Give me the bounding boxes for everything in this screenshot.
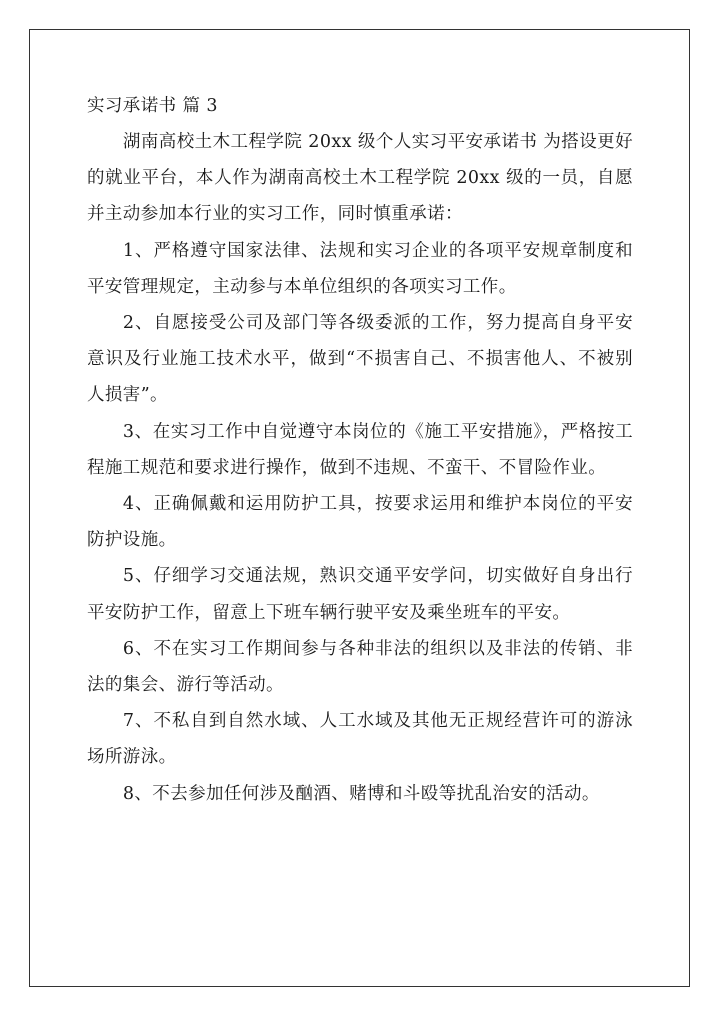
pledge-item-3: 3、在实习工作中自觉遵守本岗位的《施工平安措施》，严格按工程施工规范和要求进行操作，做到不违规、不蛮干、不冒险作业。 (87, 421, 633, 478)
pledge-item-7: 7、不私自到自然水域、人工水域及其他无正规经营许可的游泳场所游泳。 (87, 711, 633, 768)
document-body (87, 88, 633, 812)
pledge-item-5: 5、仔细学习交通法规，熟识交通平安学问，切实做好自身出行平安防护工作，留意上下班车辆行驶平安及乘坐班车的平安。 (87, 566, 633, 623)
pledge-item-8: 8、不去参加任何涉及酗酒、赌博和斗殴等扰乱治安的活动。 (122, 783, 600, 804)
pledge-item-4: 4、正确佩戴和运用防护工具，按要求运用和维护本岗位的平安防护设施。 (87, 494, 633, 551)
document-title: 实习承诺书 篇 3 (87, 96, 218, 116)
intro-paragraph: 湖南高校土木工程学院 20xx 级个人实习平安承诺书 为搭设更好的就业平台，本人作为湖南高校土木工程学院 20xx 级的一员，自愿并主动参加本行业的实习工作，同时慎重承诺： (87, 132, 633, 225)
pledge-item-1: 1、严格遵守国家法律、法规和实习企业的各项平安规章制度和平安管理规定，主动参与本单位组织的各项实习工作。 (87, 240, 633, 297)
pledge-item-6: 6、不在实习工作期间参与各种非法的组织以及非法的传销、非法的集会、游行等活动。 (87, 638, 633, 696)
pledge-item-2: 2、自愿接受公司及部门等各级委派的工作，努力提高自身平安意识及行业施工技术水平，做到“不损害自己、不损害他人、不被别人损害”。 (87, 313, 633, 406)
